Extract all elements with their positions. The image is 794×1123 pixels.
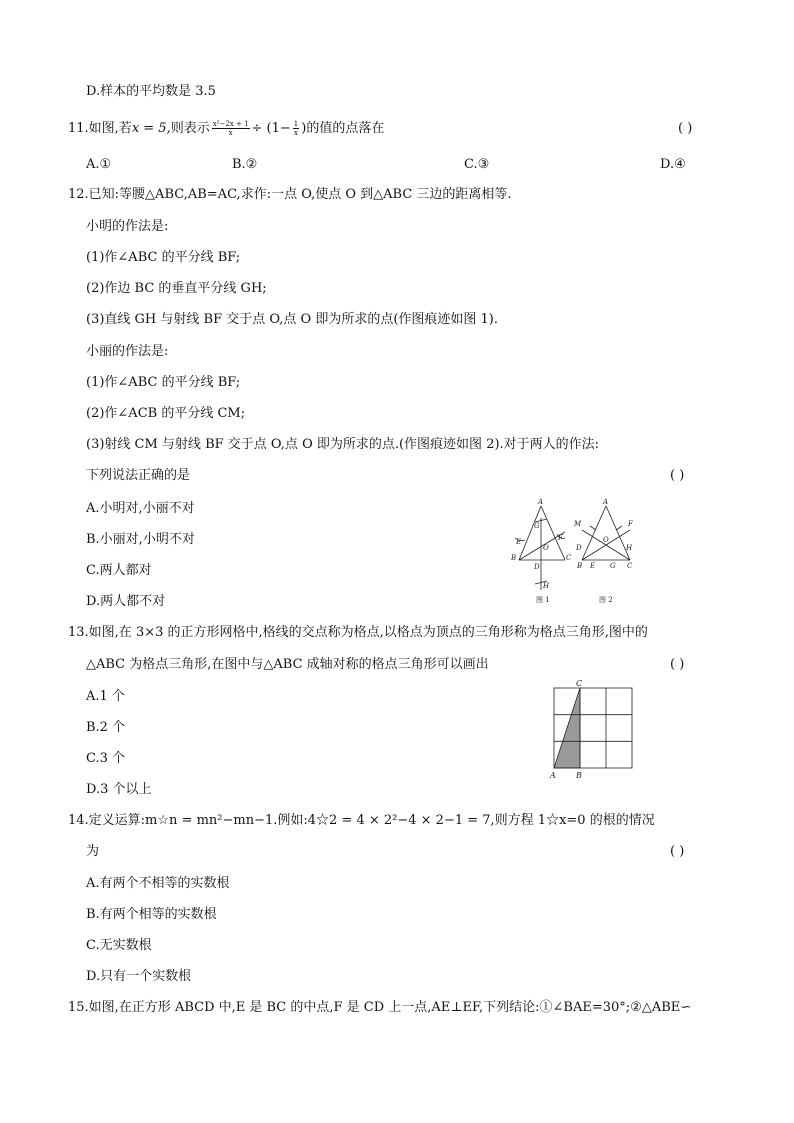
- q12-option-a: A.小明对,小丽不对: [86, 501, 195, 516]
- q13-option-b: B.2 个: [86, 720, 126, 735]
- fig2-caption: 图 2: [599, 596, 613, 604]
- q10-option-d: D.样本的平均数是 3.5: [86, 84, 216, 99]
- q11-fraction-2: [293, 120, 299, 137]
- q12-line: (1)作∠ABC 的平分线 BF;: [86, 250, 241, 265]
- fig2-label: B: [577, 562, 583, 570]
- fig2-label: H: [626, 544, 633, 552]
- q11-answer-paren: ( ): [678, 121, 693, 136]
- q12-line: 小丽的作法是:: [86, 344, 169, 359]
- q13-option-c: C.3 个: [86, 751, 126, 766]
- q11-frac2-num: 1: [293, 120, 299, 128]
- q12-option-d: D.两人都不对: [86, 594, 166, 609]
- q14-stem-line1: 14.定义运算:m☆n = mn²−mn−1.例如:4☆2 = 4 × 2²−4 × 2−1 = 7,则方程 1☆x=0 的根的情况: [68, 813, 655, 828]
- q12-line: (3)直线 GH 与射线 BF 交于点 O,点 O 即为所求的点(作图痕迹如图 1).: [86, 312, 499, 327]
- q11-cond: x = 5,: [131, 121, 171, 136]
- fig1-caption: 图 1: [536, 596, 550, 604]
- q11-option-d: D.④: [660, 157, 686, 172]
- q12-answer-paren: ( ): [670, 468, 685, 483]
- q11-option-b: B.②: [232, 157, 258, 172]
- fig1-label: G: [534, 522, 540, 530]
- fig1-label: E: [516, 538, 522, 546]
- fig1-label: B: [511, 554, 517, 562]
- q11-stem: [68, 120, 384, 138]
- q11-frac1-den: x: [228, 129, 233, 137]
- q14-stem-line2: 为: [86, 844, 100, 859]
- q12-line: (2)作边 BC 的垂直平分线 GH;: [86, 281, 267, 296]
- fig2-label: C: [627, 562, 633, 570]
- fig2-label: F: [628, 520, 633, 528]
- q11-option-a: A.①: [86, 157, 112, 172]
- q11-frac1-num: x²−2x + 1: [212, 120, 249, 128]
- q11-stem-after: )的值的点落在: [301, 121, 385, 136]
- q13-option-a: A.1 个: [86, 689, 125, 704]
- q11-fraction-1: [212, 120, 250, 137]
- q13-answer-paren: ( ): [670, 657, 685, 672]
- q11-frac2-den: x: [294, 129, 298, 137]
- q13-stem-line2: △ABC 为格点三角形,在图中与△ABC 成轴对称的格点三角形可以画出: [86, 657, 489, 672]
- q13-option-d: D.3 个以上: [86, 782, 152, 797]
- fig1-label: A: [538, 498, 544, 506]
- q12-stem: 12.已知:等腰△ABC,AB=AC,求作:一点 O,使点 O 到△ABC 三边的距离相等.: [68, 187, 512, 202]
- fig2-label: M: [574, 520, 582, 528]
- fig1-label: O: [543, 544, 549, 552]
- q14-option-d: D.只有一个实数根: [86, 969, 192, 984]
- q14-option-b: B.有两个相等的实数根: [86, 907, 217, 922]
- q11-stem-before: 11.如图,若: [68, 121, 132, 136]
- q12-line: 下列说法正确的是: [86, 468, 191, 483]
- q13-grid-figure: [544, 678, 634, 782]
- q12-line: (1)作∠ABC 的平分线 BF;: [86, 375, 241, 390]
- q12-line: 小明的作法是:: [86, 219, 169, 234]
- q12-figure-2: [572, 496, 652, 606]
- q14-answer-paren: ( ): [670, 844, 685, 859]
- q13-label-c: C: [576, 679, 583, 688]
- fig1-label: D: [534, 563, 540, 571]
- q13-label-a: A: [550, 771, 556, 780]
- q13-stem-line1: 13.如图,在 3×3 的正方形网格中,格线的交点称为格点,以格点为顶点的三角形称为格点三角形,图中的: [68, 625, 648, 640]
- q13-label-b: B: [576, 771, 582, 780]
- q12-option-c: C.两人都对: [86, 563, 152, 578]
- q14-option-a: A.有两个不相等的实数根: [86, 876, 230, 891]
- q15-stem-line1: 15.如图,在正方形 ABCD 中,E 是 BC 的中点,F 是 CD 上一点,AE⊥EF,下列结论:①∠BAE=30°;②△ABE∽: [68, 1000, 692, 1015]
- q14-option-c: C.无实数根: [86, 938, 152, 953]
- q12-line: (2)作∠ACB 的平分线 CM;: [86, 406, 246, 421]
- fig1-label: F: [558, 534, 563, 542]
- q11-div: ÷ (1−: [251, 121, 291, 136]
- fig2-label: E: [590, 562, 596, 570]
- q12-option-b: B.小丽对,小明不对: [86, 532, 195, 547]
- fig1-label: H: [543, 582, 550, 590]
- q11-option-c: C.③: [464, 157, 490, 172]
- fig2-label: A: [603, 498, 609, 506]
- q11-stem-mid: 则表示: [170, 121, 210, 136]
- fig2-label: G: [610, 562, 616, 570]
- fig1-label: C: [566, 554, 572, 562]
- fig2-label: D: [576, 544, 582, 552]
- q12-line: (3)射线 CM 与射线 BF 交于点 O,点 O 即为所求的点.(作图痕迹如图 2).对于两人的作法:: [86, 437, 600, 452]
- fig2-label: O: [603, 536, 609, 544]
